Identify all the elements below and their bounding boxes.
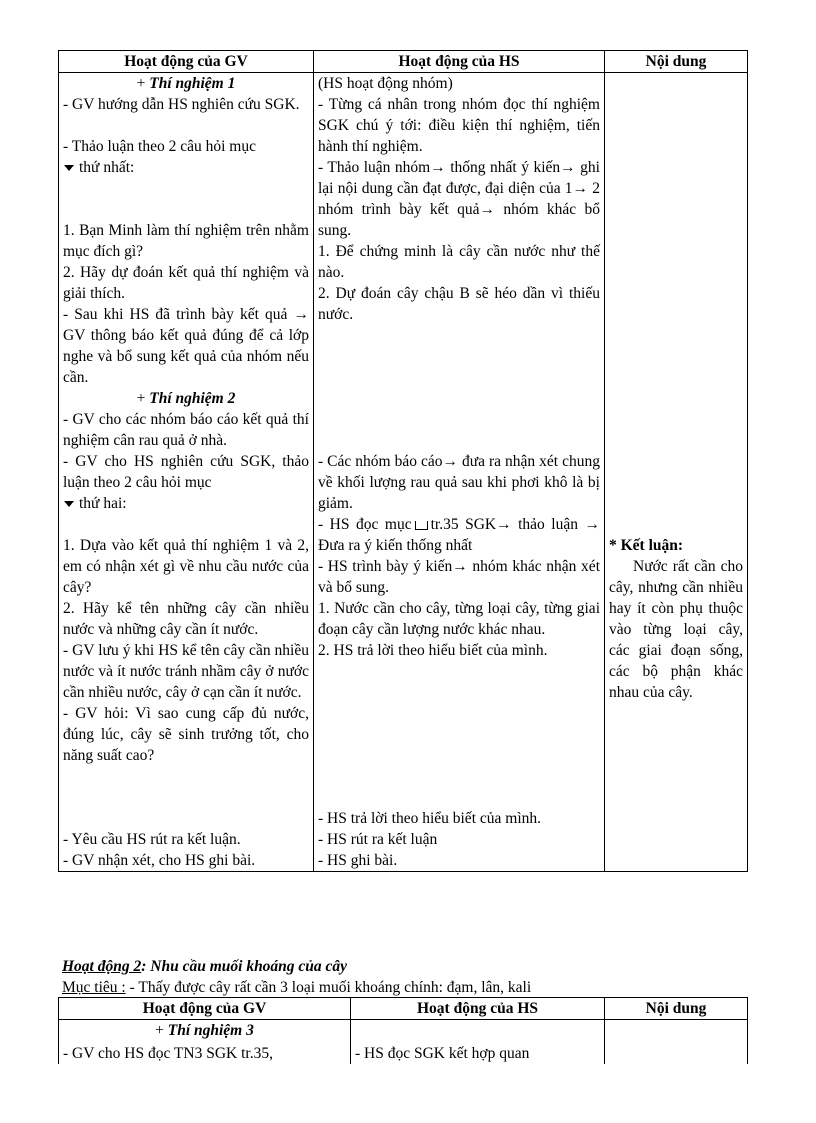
hs-h8: - HS ghi bài. [318, 852, 398, 869]
hs-a1: 1. Để chứng minh là cây cần nước như thế nào. [318, 243, 600, 281]
hs-h6: - HS trả lời theo hiểu biết của mình. [318, 810, 541, 827]
hs-h5: - HS trình bày ý kiến→ nhóm khác nhận xét và bổ sung. [318, 558, 600, 596]
book-icon [415, 521, 428, 530]
hs-final [314, 829, 605, 872]
gv-column-2 [59, 1020, 351, 1065]
tn1-heading: + Thí nghiệm 1 [136, 75, 236, 92]
nd-column [605, 73, 748, 830]
gv-p6: - GV lưu ý khi HS kể tên cây cần nhiều nước và ít nước tránh nhầm cây ở nước cần nhiều nước, cây ở cạn cần ít nước. [63, 642, 309, 701]
hs-h2: - Thảo luận nhóm→ thống nhất ý kiến→ ghi lại nội dung cần đạt được, đại diện của 1→ 2 nhóm trình bày kết quả→ nhóm khác bổ sung. [318, 159, 600, 239]
gv-p5: - GV cho HS nghiên cứu SGK, thảo luận theo 2 câu hỏi mục [63, 453, 309, 491]
gv-p9: - GV nhận xét, cho HS ghi bài. [63, 852, 256, 869]
activity-table-1 [58, 50, 748, 872]
nd-final [605, 829, 748, 872]
gv2-p1: - GV cho HS đọc TN3 SGK tr.35, [63, 1045, 273, 1062]
gv-final [59, 829, 314, 872]
gv-column [59, 73, 314, 830]
gv-q2: 2. Hãy dự đoán kết quả thí nghiệm và giải thích. [63, 264, 309, 302]
header-nd: Nội dung [605, 51, 748, 73]
header-hs: Hoạt động của HS [314, 51, 605, 73]
conclusion-text: Nước rất cần cho cây, nhưng cần nhiều hay ít còn phụ thuộc vào từng loại cây, các giai đoạn sống, các bộ phận khác nhau của cây. [609, 558, 743, 701]
header-gv-2: Hoạt động của GV [59, 998, 351, 1020]
hs-h1: - Từng cá nhân trong nhóm đọc thí nghiệm SGK chú ý tới: điều kiện thí nghiệm, tiến hành thí nghiệm. [318, 96, 600, 155]
activity-table-2 [58, 997, 748, 1064]
gv-p2b: thứ nhất: [63, 157, 309, 178]
gv-q4: 2. Hãy kể tên những cây cần nhiều nước và những cây cần ít nước. [63, 600, 309, 638]
hs-column [314, 73, 605, 830]
triangle-down-icon [64, 501, 74, 507]
gv-q1: 1. Bạn Minh làm thí nghiệm trên nhằm mục đích gì? [63, 222, 309, 260]
hs-column-2 [351, 1020, 605, 1065]
gv-p2a: - Thảo luận theo 2 câu hỏi mục [63, 138, 256, 155]
nd-column-2 [605, 1020, 748, 1065]
hs-h3: - Các nhóm báo cáo→ đưa ra nhận xét chung về khối lượng rau quả sau khi phơi khô là bị giảm. [318, 453, 600, 512]
tn3-heading: + Thí nghiệm 3 [155, 1022, 254, 1039]
header-nd-2: Nội dung [605, 998, 748, 1020]
hs-h7: - HS rút ra kết luận [318, 831, 438, 848]
header-gv: Hoạt động của GV [59, 51, 314, 73]
hs-a4: 2. HS trả lời theo hiểu biết của mình. [318, 642, 548, 659]
section-heading: Hoạt động 2: Nhu cầu muối khoáng của cây [62, 958, 348, 975]
gv-p4: - GV cho các nhóm báo cáo kết quả thí nghiệm cân rau quả ở nhà. [63, 411, 309, 449]
gv-p5b: thứ hai: [63, 493, 309, 514]
hs2-p1: - HS đọc SGK kết hợp quan [355, 1045, 530, 1062]
gv-p8: - Yêu cầu HS rút ra kết luận. [63, 831, 241, 848]
gv-p3: - Sau khi HS đã trình bày kết quả → GV thông báo kết quả đúng để cả lớp nghe và bổ sung kết quả của nhóm nếu cần. [63, 306, 309, 386]
gv-p7: - GV hỏi: Vì sao cung cấp đủ nước, đúng lúc, cây sẽ sinh trưởng tốt, cho năng suất cao? [63, 705, 309, 764]
conclusion-title: * Kết luận: [609, 537, 684, 554]
hs-h4: - HS đọc mục tr.35 SGK→ thảo luận → Đưa ra ý kiến thống nhất [318, 516, 600, 554]
triangle-down-icon [64, 165, 74, 171]
header-hs-2: Hoạt động của HS [351, 998, 605, 1020]
hs-a2: 2. Dự đoán cây chậu B sẽ héo dần vì thiếu nước. [318, 285, 600, 323]
tn2-heading: + Thí nghiệm 2 [136, 390, 236, 407]
hs-h0: (HS hoạt động nhóm) [318, 75, 453, 92]
gv-p1: - GV hướng dẫn HS nghiên cứu SGK. [63, 96, 300, 113]
hs-a3: 1. Nước cần cho cây, từng loại cây, từng giai đoạn cây cần lượng nước khác nhau. [318, 600, 600, 638]
section-goal: Mục tiêu : - Thấy được cây rất cần 3 loại muối khoáng chính: đạm, lân, kali [62, 979, 532, 996]
gv-q3: 1. Dựa vào kết quả thí nghiệm 1 và 2, em có nhận xét gì về nhu cầu nước của cây? [63, 537, 309, 596]
